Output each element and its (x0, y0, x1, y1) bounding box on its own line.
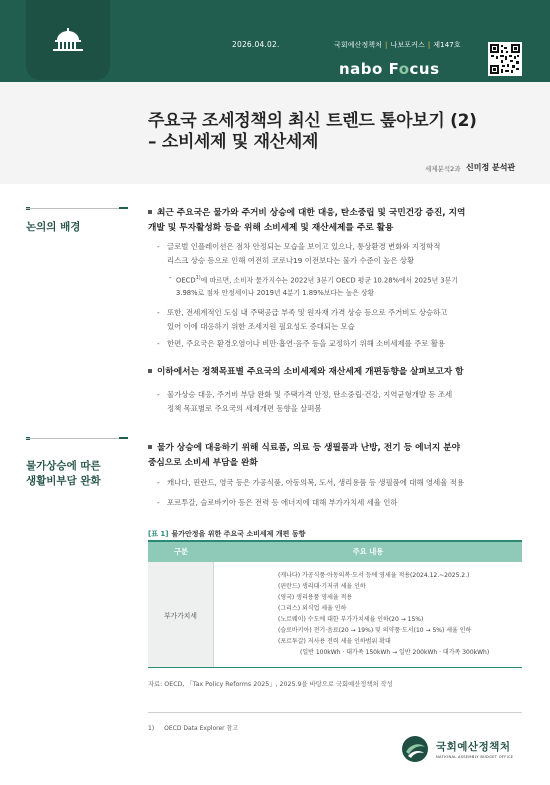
dash-text: 캐나다, 핀란드, 영국 등은 가공식품, 아동의복, 도서, 생리용품 등 생필품에 대해 영세율 적용 (167, 478, 464, 487)
bullet-dash (157, 337, 525, 351)
nabo-emblem-icon (400, 734, 430, 764)
table-cell-line: (슬로바키아) 전기·음료(20 → 19%) 및 의약품·도서(10 → 5%) 세율 인하 (278, 627, 472, 634)
bullet-dash (157, 306, 525, 334)
brand-text-accent: o (398, 60, 410, 78)
dash-text: 글로벌 인플레이션은 점차 안정되는 모습을 보이고 있으나, 통상환경 변화와 지정학적 (167, 242, 441, 251)
bullet-main (148, 441, 520, 471)
nabo-focus-logo (339, 60, 440, 78)
assembly-logo-tab (26, 0, 110, 80)
table-header-cell: 구분 (173, 547, 189, 556)
footer-org-name: 국회예산정책처 (436, 741, 511, 753)
section-label-cost-relief-line1: 물가상승에 따른 (26, 460, 101, 472)
table-header-cell: 주요 내용 (352, 547, 384, 556)
footnote-text: OECD Data Explorer 참고 (164, 725, 239, 732)
table-cell-line: (일반 100kWh · 대가족 150kWh → 일반 200kWh · 대가족 300kWh) (300, 649, 490, 656)
bullet-dash (157, 496, 525, 510)
author-department: 세제분석2과 (425, 165, 461, 173)
dash-text: 리스크 상승 등으로 인해 여전히 코로나19 이전보다는 물가 수준이 높은 상황 (167, 256, 415, 265)
qr-code-icon (490, 44, 520, 74)
dash-marker: - (157, 308, 160, 317)
sub-text: OECD (176, 276, 196, 285)
bullet-square-icon (148, 369, 152, 373)
table-cell-line: (노르웨이) 수도에 대한 부가가치세율 인하(20 → 15%) (278, 616, 424, 623)
bullet-dash (157, 388, 525, 416)
table-header (148, 542, 522, 562)
dash-text: 또한, 전세계적인 도심 내 주택공급 부족 및 원자재 가격 상승 등으로 주거비도 상승하고 (167, 308, 448, 317)
footnote-number: 1) (148, 725, 155, 732)
sub-marker: - (169, 274, 172, 282)
author-name: 신미정 분석관 (466, 163, 516, 172)
brand-text-left: nabo F (339, 60, 399, 78)
table-cell-content (214, 562, 522, 667)
bullet-dash (157, 476, 525, 490)
nabo-footer-logo (400, 734, 513, 764)
page-title-line1: 주요국 조세정책의 최신 트렌드 톺아보기 (2) (148, 111, 477, 131)
section-divider (26, 438, 128, 439)
bullet-main (148, 365, 520, 380)
section-marker (119, 437, 128, 439)
section-label-background: 논의의 배경 (26, 221, 81, 233)
dash-text: 있어 이에 대응하기 위한 조세지원 필요성도 증대되는 모습 (167, 322, 355, 331)
publication-info (334, 40, 461, 50)
brand-text-right: cus (409, 60, 440, 78)
qr-code[interactable] (488, 42, 522, 76)
table-tag: [표 1] (148, 530, 169, 538)
dash-marker: - (157, 339, 160, 348)
dash-marker: - (157, 478, 160, 487)
assembly-building-icon (50, 28, 86, 52)
section-divider (26, 208, 128, 209)
issue-number: 제147호 (433, 41, 461, 49)
bullet-square-icon (148, 210, 152, 214)
separator: | (385, 41, 388, 49)
section-label-cost-relief-line2: 생활비부담 완화 (26, 475, 101, 487)
bullet-text: 이하에서는 정책목표별 주요국의 소비세제와 재산세제 개편동향을 살펴보고자 함 (157, 367, 464, 377)
footer-org-name-en: NATIONAL ASSEMBLY BUDGET OFFICE (436, 755, 514, 759)
bullet-sub (169, 272, 521, 300)
footnote (148, 723, 238, 732)
table-cell-line: (영국) 생리용품 영세율 적용 (278, 594, 353, 601)
bullet-text: 중심으로 소비세 부담을 완화 (148, 458, 258, 468)
table-title: 물가안정을 위한 주요국 소비세제 개편 동향 (171, 530, 306, 538)
footnote-ref[interactable]: 1) (195, 275, 201, 281)
separator: | (427, 41, 431, 49)
bullet-text: 물가 상승에 대응하기 위해 식료품, 의료 등 생필품과 난방, 전기 등 에너지 분야 (157, 443, 461, 453)
table-cell-line: (핀란드) 생리대·기저귀 세율 인하 (278, 583, 366, 590)
section-marker (119, 207, 128, 209)
table-row-label: 부가가치세 (148, 562, 214, 667)
bullet-text: 최근 주요국은 물가와 주거비 상승에 대한 대응, 탄소중립 및 국민건강 증진, 지역 (157, 208, 466, 218)
bullet-square-icon (148, 445, 152, 449)
bullet-dash (157, 240, 525, 268)
footnote-divider (148, 712, 522, 713)
sub-text: 에 따르면, 소비자 물가지수는 2022년 3분기 OECD 평균 10.28%에서 2025년 3분기 (200, 276, 458, 285)
table-cell-line: (그리스) 외식업 세율 인하 (278, 605, 347, 612)
table-cell-line: (포르투갈) 저사용 전력 세율 인하범위 확대 (278, 638, 391, 645)
bullet-main (148, 206, 520, 236)
table-caption (148, 529, 305, 539)
dash-text: 물가상승 대응, 주거비 부담 완화 및 주택가격 안정, 탄소중립·건강, 지역균형개발 등 조세 (167, 390, 453, 399)
dash-marker: - (157, 390, 160, 399)
dash-marker: - (157, 498, 160, 507)
bullet-text: 개발 및 투자활성화 등을 위해 소비세제 및 재산세제를 주로 활용 (148, 223, 394, 233)
series-name: 나보포커스 (390, 41, 425, 49)
dash-marker: - (157, 242, 160, 251)
sub-text: 3.98%로 점차 안정세이나 2019년 4분기 1.89%보다는 높은 상황 (176, 289, 375, 298)
dash-text: 포르투갈, 슬로바키아 등은 전력 등 에너지에 대해 부가가치세 세율 인하 (167, 498, 398, 507)
table-cell-line: (캐나다) 가공식품·아동의복·도서 등에 영세율 적용(2024.12.~2025.2.) (278, 572, 470, 579)
table-source: 자료: OECD, 「Tax Policy Reforms 2025」, 2025.9을 바탕으로 국회예산정책처 작성 (148, 681, 393, 688)
page-title-line2: – 소비세제 및 재산세제 (148, 132, 319, 152)
dash-text: 정책 목표별로 주요국의 세제개편 동향을 살펴봄 (167, 404, 322, 413)
dash-text: 한편, 주요국은 환경오염이나 비만·흡연·음주 등을 교정하기 위해 소비세제를 주로 활용 (167, 339, 446, 348)
table-row (148, 562, 522, 668)
issue-date: 2026.04.02. (232, 40, 280, 49)
publisher-name: 국회예산정책처 (334, 41, 383, 49)
